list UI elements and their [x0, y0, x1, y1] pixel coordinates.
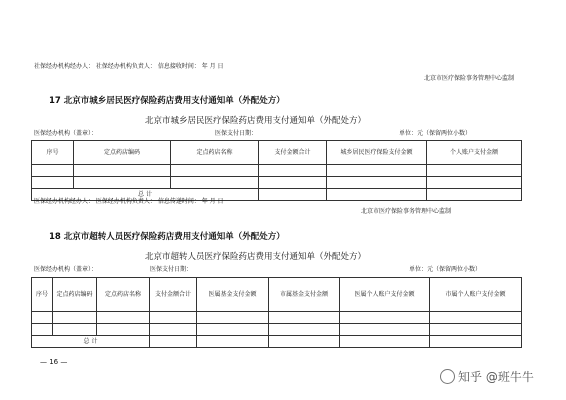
section18-meta-left: 医保经办机构（盖章）： [34, 266, 98, 273]
table-row [32, 165, 522, 177]
section18-meta-mid: 医保支付日期： [150, 266, 193, 273]
section17-supervision: 北京市医疗保险事务管理中心监制 [361, 208, 452, 215]
section17-heading: 17 北京市城乡居民医疗保险药店费用支付通知单（外配处方） [49, 96, 285, 106]
column-header: 医属个人账户支付金额 [340, 278, 430, 312]
table-row [32, 324, 522, 336]
watermark-text: 知乎 @班牛牛 [458, 370, 534, 384]
watermark [440, 370, 534, 385]
table-header-row [32, 278, 522, 312]
table-row [32, 312, 522, 324]
column-header: 市属个人账户支付金额 [430, 278, 522, 312]
table-total-row [32, 336, 522, 348]
top-signature-line: 社保经办机构经办人： 社保经办机构负责人： 信息接收时间： 年 月 日 [34, 63, 224, 70]
column-header: 城乡居民医疗保险支付金额 [327, 141, 427, 165]
column-header: 序号 [32, 141, 74, 165]
section18-table [31, 277, 522, 348]
section18-heading: 18 北京市超转人员医疗保险药店费用支付通知单（外配处方） [49, 232, 285, 242]
column-header: 支付金额合计 [259, 141, 327, 165]
column-header: 定点药店名称 [97, 278, 150, 312]
top-supervision: 北京市医疗保险事务管理中心监制 [423, 75, 514, 82]
column-header: 序号 [32, 278, 53, 312]
page-number: — 16 — [40, 358, 68, 366]
section17-table [31, 140, 522, 201]
section18-meta-right: 单位：元（保留两位小数） [409, 266, 482, 273]
column-header: 医属基金支付金额 [197, 278, 269, 312]
total-label: 总 计 [32, 336, 150, 348]
zhihu-logo-icon [440, 369, 455, 384]
section17-title: 北京市城乡居民医疗保险药店费用支付通知单（外配处方） [145, 116, 367, 126]
table-row [32, 177, 522, 189]
total-label: 总 计 [32, 189, 259, 201]
section17-meta-right: 单位：元（保留两位小数） [399, 130, 472, 137]
section17-meta-mid: 医保支付日期： [215, 130, 258, 137]
section17-meta-left: 医保经办机构（盖章）： [34, 130, 98, 137]
section17-footer: 医保经办机构经办人： 医保经办机构负责人： 信息传递时间： 年 月 日 [34, 198, 224, 205]
section18-title: 北京市超转人员医疗保险药店费用支付通知单（外配处方） [145, 252, 367, 262]
column-header: 定点药店名称 [171, 141, 259, 165]
table-header-row [32, 141, 522, 165]
column-header: 定点药店编码 [74, 141, 171, 165]
column-header: 市属基金支付金额 [269, 278, 340, 312]
column-header: 支付金额合计 [150, 278, 197, 312]
column-header: 定点药店编码 [53, 278, 97, 312]
column-header: 个人账户支付金额 [427, 141, 522, 165]
